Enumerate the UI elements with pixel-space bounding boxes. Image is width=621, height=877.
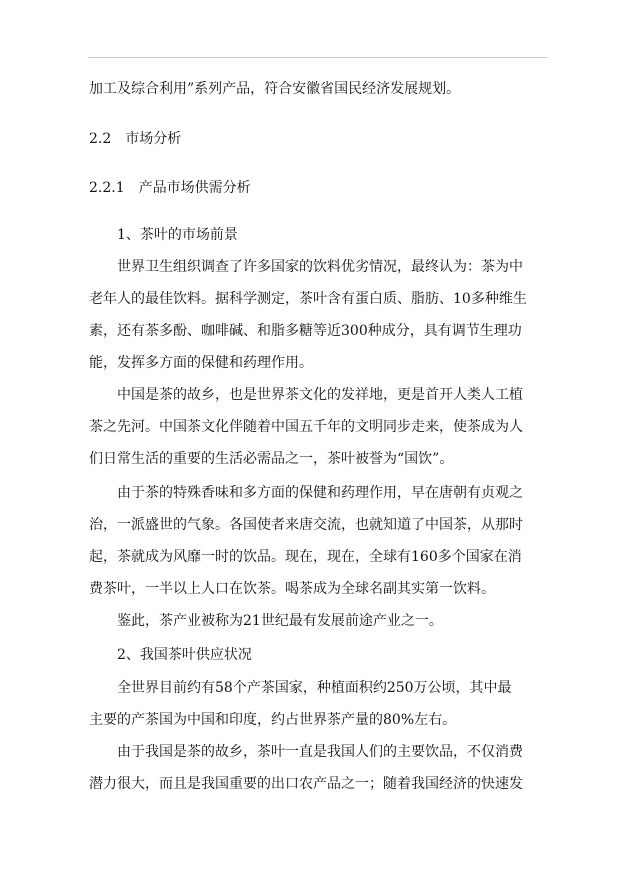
paragraph-line: 能，发挥多方面的保健和药理作用。 — [89, 355, 313, 371]
paragraph-line: 全世界目前约有58个产茶国家，种植面积约250万公顷，其中最 — [117, 680, 512, 696]
paragraph-line: 们日常生活的重要的生活必需品之一，茶叶被誉为“国饮”。 — [89, 451, 454, 467]
paragraph-line: 由于茶的特殊香味和多方面的保健和药理作用，早在唐朝有贞观之 — [117, 485, 523, 501]
paragraph-line: 潜力很大，而且是我国重要的出口农产品之一；随着我国经济的快速发 — [89, 776, 523, 792]
paragraph-line: 起，茶就成为风靡一时的饮品。现在，现在，全球有160多个国家在消 — [89, 549, 522, 565]
topic-heading: 2、我国茶叶供应状况 — [117, 647, 252, 663]
paragraph-line: 鉴此，茶产业被称为21世纪最有发展前途产业之一。 — [117, 613, 443, 629]
paragraph-line: 费茶叶，一半以上人口在饮茶。喝茶成为全球名副其实第一饮料。 — [89, 581, 495, 597]
section-heading: 2.2 市场分析 — [89, 131, 182, 147]
paragraph-line: 加工及综合利用”系列产品，符合安徽省国民经济发展规划。 — [89, 81, 461, 97]
paragraph-line: 世界卫生组织调查了许多国家的饮料优劣情况，最终认为：茶为中 — [117, 259, 523, 275]
paragraph-line: 老年人的最佳饮料。据科学测定，茶叶含有蛋白质、脂肪、10多种维生 — [89, 291, 527, 307]
paragraph-line: 茶之先河。中国茶文化伴随着中国五千年的文明同步走来，使茶成为人 — [89, 419, 523, 435]
paragraph-line: 素，还有茶多酚、咖啡碱、和脂多糖等近300种成分，具有调节生理功 — [89, 323, 522, 339]
topic-heading: 1、茶叶的市场前景 — [117, 227, 238, 243]
paragraph-line: 主要的产茶国为中国和印度，约占世界茶产量的80%左右。 — [89, 712, 457, 728]
subsection-heading: 2.2.1 产品市场供需分析 — [89, 180, 251, 196]
paragraph-line: 由于我国是茶的故乡，茶叶一直是我国人们的主要饮品，不仅消费 — [117, 744, 523, 760]
paragraph-line: 治，一派盛世的气象。各国使者来唐交流，也就知道了中国茶，从那时 — [89, 517, 523, 533]
paragraph-line: 中国是茶的故乡，也是世界茶文化的发祥地，更是首开人类人工植 — [117, 387, 523, 403]
header-divider — [88, 57, 548, 58]
